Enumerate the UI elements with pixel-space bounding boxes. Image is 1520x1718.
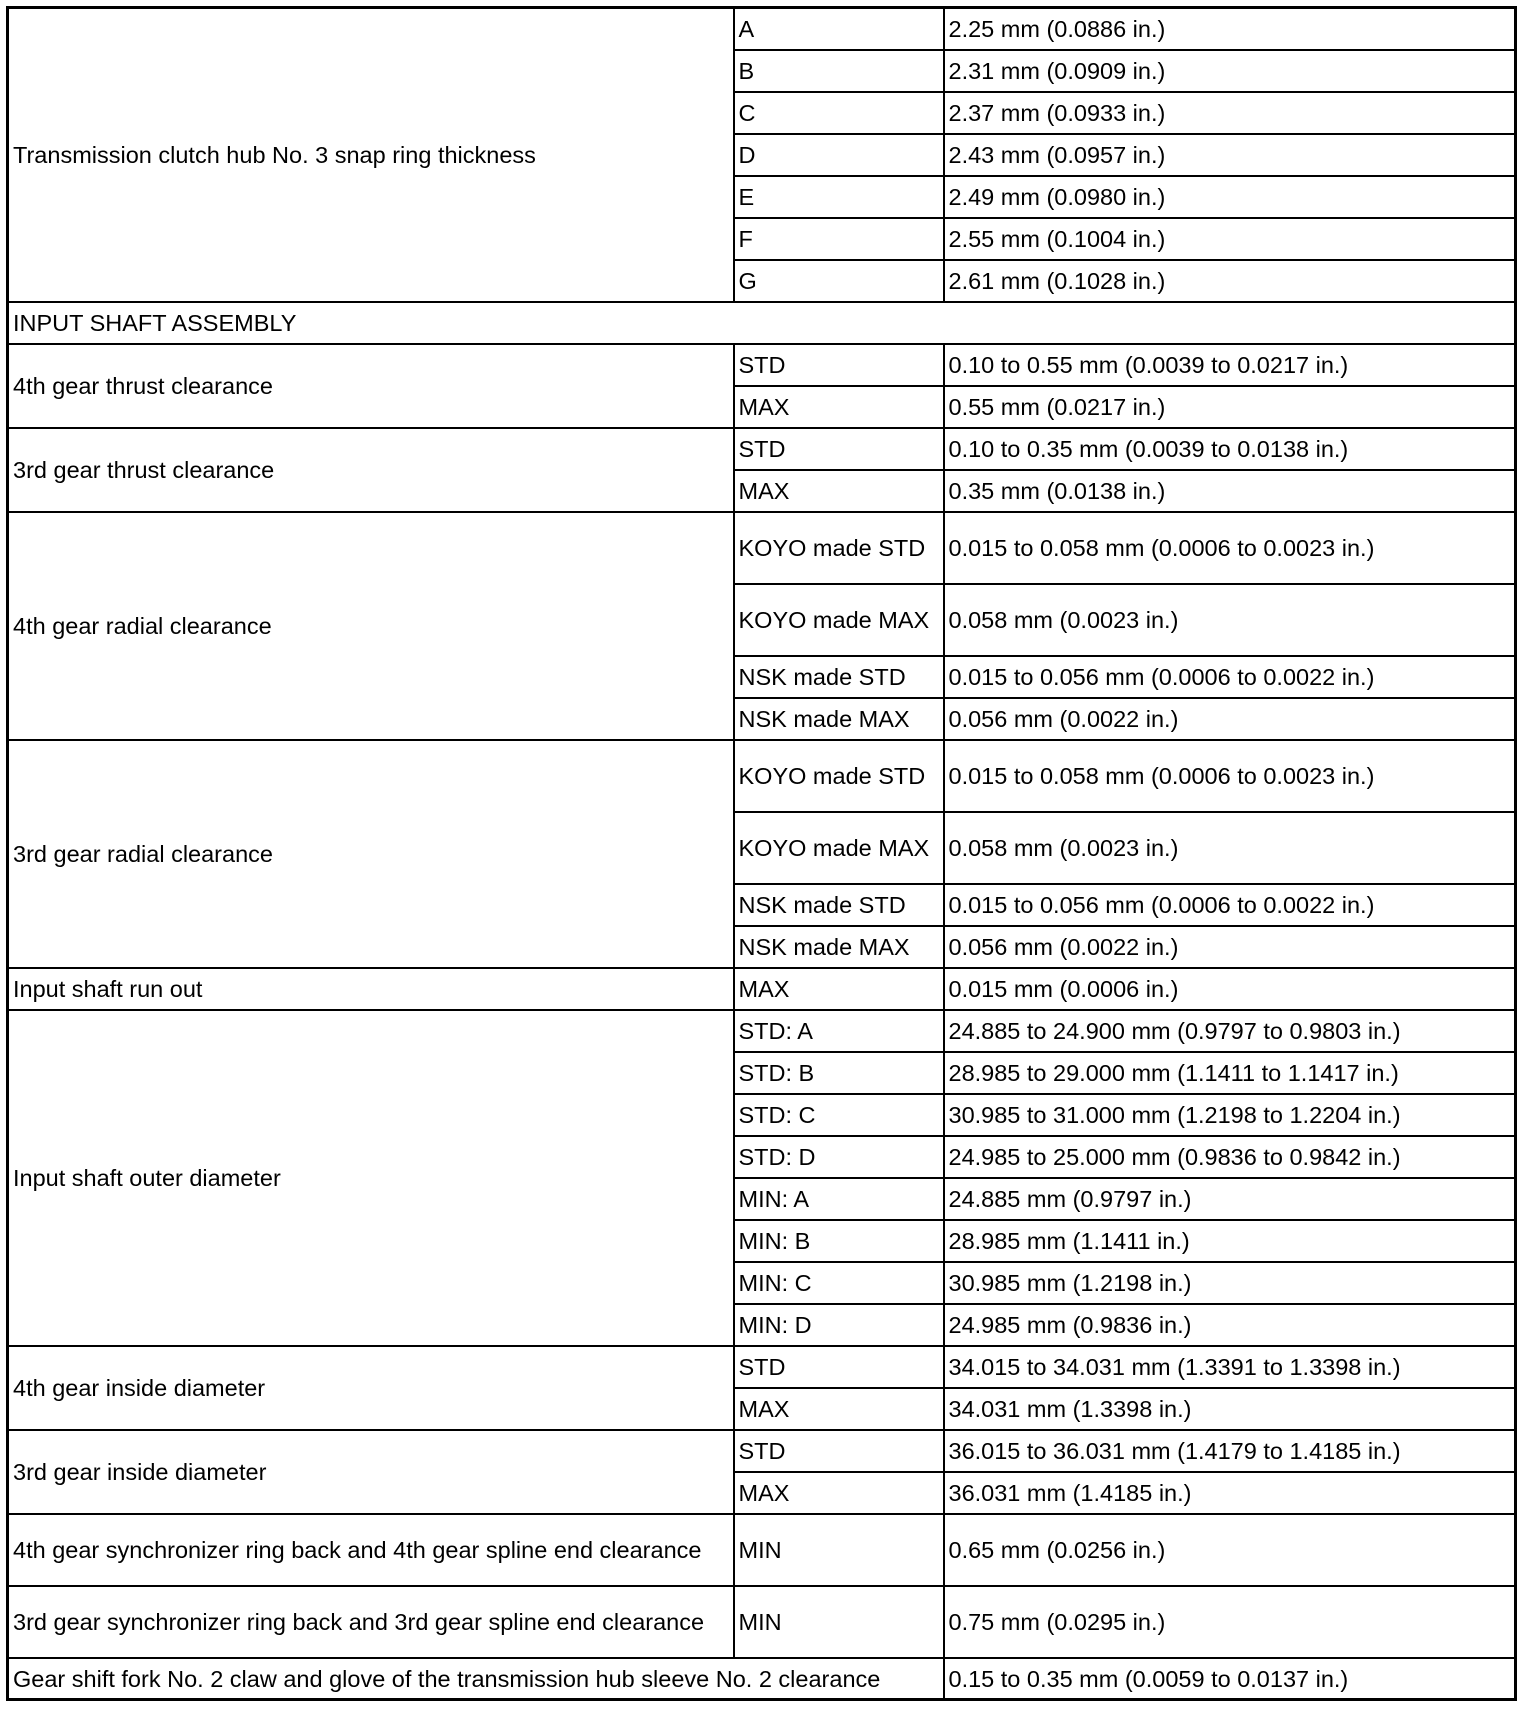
value-cell: 36.015 to 36.031 mm (1.4179 to 1.4185 in.) [944,1430,1516,1472]
grade-cell: MIN [734,1514,944,1586]
table-row [8,740,1516,812]
grade-cell: KOYO made STD [734,740,944,812]
item-label: 3rd gear inside diameter [8,1430,734,1514]
item-label: Input shaft outer diameter [8,1010,734,1346]
grade-cell: C [734,92,944,134]
value-cell: 0.056 mm (0.0022 in.) [944,926,1516,968]
grade-cell: E [734,176,944,218]
value-cell: 0.015 to 0.058 mm (0.0006 to 0.0023 in.) [944,512,1516,584]
value-cell: 28.985 mm (1.1411 in.) [944,1220,1516,1262]
item-label: Gear shift fork No. 2 claw and glove of the transmission hub sleeve No. 2 clearance [8,1658,944,1700]
value-cell: 2.25 mm (0.0886 in.) [944,8,1516,50]
grade-cell: MAX [734,968,944,1010]
grade-cell: STD: B [734,1052,944,1094]
grade-cell: KOYO made STD [734,512,944,584]
value-cell: 0.015 to 0.056 mm (0.0006 to 0.0022 in.) [944,656,1516,698]
value-cell: 24.985 mm (0.9836 in.) [944,1304,1516,1346]
value-cell: 0.015 to 0.056 mm (0.0006 to 0.0022 in.) [944,884,1516,926]
value-cell: 24.885 to 24.900 mm (0.9797 to 0.9803 in.) [944,1010,1516,1052]
grade-cell: STD [734,1430,944,1472]
value-cell: 30.985 to 31.000 mm (1.2198 to 1.2204 in.) [944,1094,1516,1136]
value-cell: 34.015 to 34.031 mm (1.3391 to 1.3398 in.) [944,1346,1516,1388]
value-cell: 34.031 mm (1.3398 in.) [944,1388,1516,1430]
grade-cell: NSK made MAX [734,698,944,740]
table-row [8,1586,1516,1658]
item-label: 4th gear synchronizer ring back and 4th gear spline end clearance [8,1514,734,1586]
grade-cell: MAX [734,386,944,428]
grade-cell: NSK made STD [734,656,944,698]
grade-cell: STD: C [734,1094,944,1136]
grade-cell: NSK made STD [734,884,944,926]
item-label: 3rd gear thrust clearance [8,428,734,512]
value-cell: 0.15 to 0.35 mm (0.0059 to 0.0137 in.) [944,1658,1516,1700]
grade-cell: MAX [734,470,944,512]
table-row [8,1514,1516,1586]
value-cell: 2.61 mm (0.1028 in.) [944,260,1516,302]
table-row [8,1430,1516,1472]
grade-cell: MIN: B [734,1220,944,1262]
table-row [8,968,1516,1010]
grade-cell: STD: D [734,1136,944,1178]
value-cell: 2.49 mm (0.0980 in.) [944,176,1516,218]
grade-cell: A [734,8,944,50]
table-row [8,1658,1516,1700]
item-label: 3rd gear radial clearance [8,740,734,968]
value-cell: 2.55 mm (0.1004 in.) [944,218,1516,260]
grade-cell: MIN: C [734,1262,944,1304]
value-cell: 0.058 mm (0.0023 in.) [944,584,1516,656]
value-cell: 30.985 mm (1.2198 in.) [944,1262,1516,1304]
value-cell: 24.885 mm (0.9797 in.) [944,1178,1516,1220]
grade-cell: KOYO made MAX [734,584,944,656]
spec-table [6,6,1517,1701]
grade-cell: MIN [734,1586,944,1658]
grade-cell: STD [734,1346,944,1388]
section-heading: INPUT SHAFT ASSEMBLY [8,302,1516,344]
value-cell: 2.43 mm (0.0957 in.) [944,134,1516,176]
table-row [8,8,1516,50]
value-cell: 0.55 mm (0.0217 in.) [944,386,1516,428]
grade-cell: G [734,260,944,302]
grade-cell: MAX [734,1472,944,1514]
item-label: 3rd gear synchronizer ring back and 3rd gear spline end clearance [8,1586,734,1658]
section-row [8,302,1516,344]
item-label: Input shaft run out [8,968,734,1010]
value-cell: 0.10 to 0.35 mm (0.0039 to 0.0138 in.) [944,428,1516,470]
value-cell: 2.37 mm (0.0933 in.) [944,92,1516,134]
value-cell: 0.056 mm (0.0022 in.) [944,698,1516,740]
grade-cell: B [734,50,944,92]
grade-cell: NSK made MAX [734,926,944,968]
value-cell: 0.058 mm (0.0023 in.) [944,812,1516,884]
item-label: 4th gear radial clearance [8,512,734,740]
grade-cell: F [734,218,944,260]
grade-cell: STD [734,344,944,386]
table-row [8,1346,1516,1388]
value-cell: 0.015 mm (0.0006 in.) [944,968,1516,1010]
grade-cell: MAX [734,1388,944,1430]
table-row [8,1010,1516,1052]
grade-cell: KOYO made MAX [734,812,944,884]
table-row [8,512,1516,584]
grade-cell: STD: A [734,1010,944,1052]
item-label: 4th gear thrust clearance [8,344,734,428]
value-cell: 0.10 to 0.55 mm (0.0039 to 0.0217 in.) [944,344,1516,386]
item-label: Transmission clutch hub No. 3 snap ring thickness [8,8,734,302]
value-cell: 24.985 to 25.000 mm (0.9836 to 0.9842 in.) [944,1136,1516,1178]
value-cell: 0.75 mm (0.0295 in.) [944,1586,1516,1658]
item-label: 4th gear inside diameter [8,1346,734,1430]
grade-cell: MIN: A [734,1178,944,1220]
grade-cell: D [734,134,944,176]
grade-cell: MIN: D [734,1304,944,1346]
value-cell: 28.985 to 29.000 mm (1.1411 to 1.1417 in.) [944,1052,1516,1094]
value-cell: 0.015 to 0.058 mm (0.0006 to 0.0023 in.) [944,740,1516,812]
grade-cell: STD [734,428,944,470]
value-cell: 36.031 mm (1.4185 in.) [944,1472,1516,1514]
value-cell: 0.35 mm (0.0138 in.) [944,470,1516,512]
table-row [8,344,1516,386]
value-cell: 0.65 mm (0.0256 in.) [944,1514,1516,1586]
table-row [8,428,1516,470]
value-cell: 2.31 mm (0.0909 in.) [944,50,1516,92]
